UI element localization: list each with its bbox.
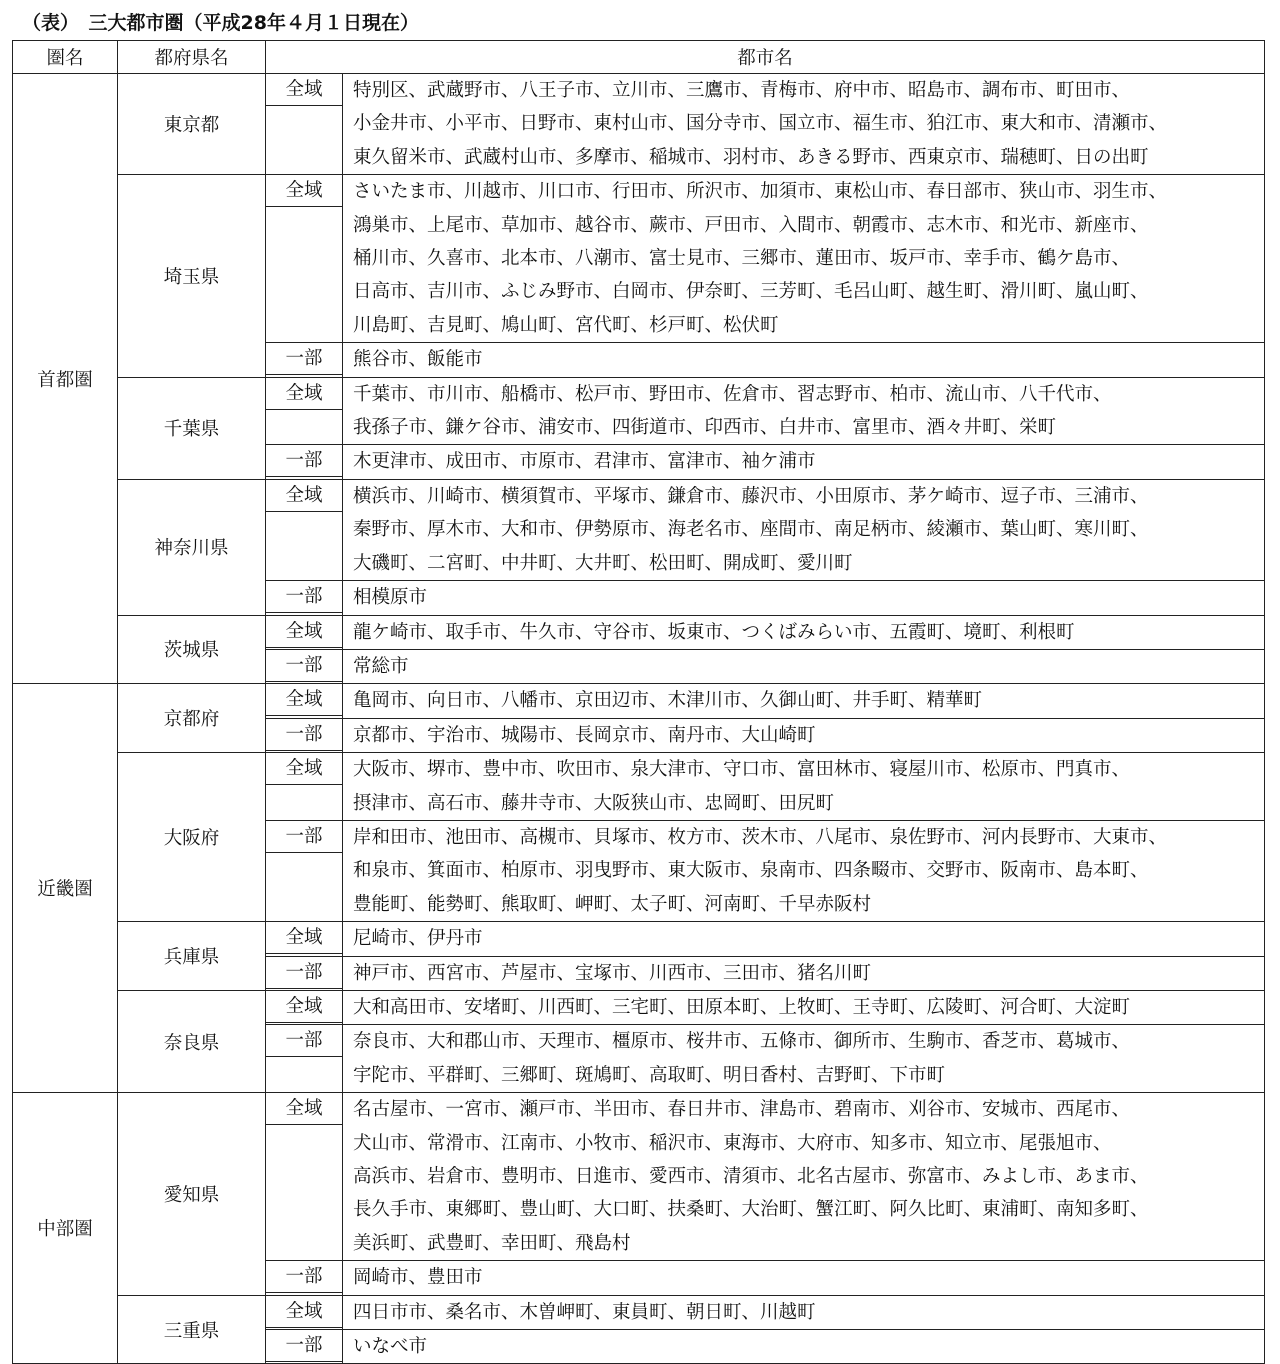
city-list-line: 大阪市、堺市、豊中市、吹田市、泉大津市、守口市、富田林市、寝屋川市、松原市、門真市、 — [353, 759, 1131, 781]
table-row — [13, 753, 1265, 821]
scope-label: 一部 — [266, 1330, 342, 1362]
scope-label: 全域 — [266, 175, 342, 207]
city-list-line: 特別区、武蔵野市、八王子市、立川市、三鷹市、青梅市、府中市、昭島市、調布市、町田市、 — [353, 80, 1131, 101]
table-caption: （表） 三大都市圏（平成28年４月１日現在） — [22, 12, 419, 34]
table-row — [13, 479, 1265, 580]
scope-label: 全域 — [266, 1296, 342, 1328]
city-list-line: 豊能町、能勢町、熊取町、岬町、太子町、河南町、千早赤阪村 — [353, 893, 872, 915]
city-list-line: 奈良市、大和郡山市、天理市、橿原市、桜井市、五條市、御所市、生駒市、香芝市、葛城市、 — [353, 1031, 1131, 1053]
city-list — [343, 718, 1265, 752]
city-list-line: 岡崎市、豊田市 — [353, 1267, 483, 1289]
prefecture-name: 奈良県 — [118, 990, 266, 1092]
city-list — [343, 74, 1265, 175]
scope-label: 全域 — [266, 74, 342, 106]
scope-label: 一部 — [266, 1261, 342, 1293]
scope-label: 一部 — [266, 821, 342, 853]
region-name: 中部圏 — [13, 1093, 118, 1364]
scope-cell — [266, 718, 343, 752]
city-list — [343, 1261, 1265, 1295]
city-list-line: 高浜市、岩倉市、豊明市、日進市、愛西市、清須市、北名古屋市、弥富市、みよし市、あま市、 — [353, 1166, 1149, 1187]
city-list-line: 木更津市、成田市、市原市、君津市、富津市、袖ケ浦市 — [353, 451, 816, 473]
city-list-line: 大和高田市、安堵町、川西町、三宅町、田原本町、上牧町、王寺町、広陵町、河合町、大淀町 — [353, 996, 1131, 1018]
city-list — [343, 820, 1265, 921]
city-list — [343, 479, 1265, 580]
city-list-line: 相模原市 — [353, 587, 428, 609]
city-list-line: 千葉市、市川市、船橋市、松戸市、野田市、佐倉市、習志野市、柏市、流山市、八千代市、 — [353, 383, 1112, 405]
scope-label: 全域 — [266, 922, 342, 954]
city-list-line: いなべ市 — [353, 1336, 428, 1358]
prefecture-name: 東京都 — [118, 74, 266, 175]
city-list — [343, 581, 1265, 615]
prefecture-name: 兵庫県 — [118, 922, 266, 991]
scope-label: 一部 — [266, 445, 342, 477]
city-list-line: 鴻巣市、上尾市、草加市、越谷市、蕨市、戸田市、入間市、朝霞市、志木市、和光市、新座市、 — [353, 214, 1149, 236]
table-row — [13, 74, 1265, 175]
table-row — [13, 1295, 1265, 1329]
header-row — [13, 41, 1265, 74]
table-body — [13, 74, 1265, 1364]
city-list — [343, 377, 1265, 445]
city-list — [343, 343, 1265, 377]
prefecture-name: 千葉県 — [118, 377, 266, 479]
scope-cell — [266, 479, 343, 580]
city-list — [343, 1295, 1265, 1329]
scope-cell — [266, 684, 343, 718]
scope-cell — [266, 990, 343, 1024]
city-list — [343, 753, 1265, 821]
city-list-line: 長久手市、東郷町、豊山町、大口町、扶桑町、大治町、蟹江町、阿久比町、東浦町、南知多町、 — [353, 1199, 1149, 1221]
scope-label: 一部 — [266, 719, 342, 751]
scope-cell — [266, 445, 343, 479]
city-list — [343, 175, 1265, 343]
header-cities: 都市名 — [266, 41, 1265, 74]
city-list-line: 横浜市、川崎市、横須賀市、平塚市、鎌倉市、藤沢市、小田原市、茅ケ崎市、逗子市、三浦市、 — [353, 485, 1149, 507]
city-list-line: 我孫子市、鎌ケ谷市、浦安市、四街道市、印西市、白井市、富里市、酒々井町、栄町 — [353, 417, 1057, 439]
city-list-line: 美浜町、武豊町、幸田町、飛島村 — [353, 1232, 631, 1254]
scope-cell — [266, 1261, 343, 1295]
scope-label: 一部 — [266, 1025, 342, 1057]
city-list-line: 龍ケ崎市、取手市、牛久市、守谷市、坂東市、つくばみらい市、五霞町、境町、利根町 — [353, 621, 1075, 643]
city-list-line: 犬山市、常滑市、江南市、小牧市、稲沢市、東海市、大府市、知多市、知立市、尾張旭市、 — [353, 1132, 1112, 1154]
city-list-line: 川島町、吉見町、鳩山町、宮代町、杉戸町、松伏町 — [353, 314, 779, 336]
table-row — [13, 175, 1265, 343]
city-list-line: 宇陀市、平群町、三郷町、斑鳩町、高取町、明日香村、吉野町、下市町 — [353, 1064, 946, 1086]
city-list-line: 摂津市、高石市、藤井寺市、大阪狭山市、忠岡町、田尻町 — [353, 792, 835, 814]
scope-label: 全域 — [266, 1093, 342, 1125]
city-list — [343, 956, 1265, 990]
city-list — [343, 649, 1265, 683]
scope-cell — [266, 74, 343, 175]
scope-cell — [266, 922, 343, 956]
prefecture-name: 京都府 — [118, 684, 266, 753]
city-list-line: 尼崎市、伊丹市 — [353, 928, 483, 950]
city-list — [343, 1093, 1265, 1261]
scope-label: 全域 — [266, 991, 342, 1023]
city-list — [343, 1025, 1265, 1093]
scope-cell — [266, 377, 343, 445]
city-list-line: 東久留米市、武蔵村山市、多摩市、稲城市、羽村市、あきる野市、西東京市、瑞穂町、日の出町 — [353, 146, 1149, 168]
scope-label: 一部 — [266, 581, 342, 613]
prefecture-name: 大阪府 — [118, 753, 266, 922]
scope-label: 全域 — [266, 616, 342, 648]
city-list-line: 桶川市、久喜市、北本市、八潮市、富士見市、三郷市、蓮田市、坂戸市、幸手市、鶴ケ島市、 — [353, 248, 1131, 270]
region-name: 近畿圏 — [13, 684, 118, 1093]
city-list-line: 岸和田市、池田市、高槻市、貝塚市、枚方市、茨木市、八尾市、泉佐野市、河内長野市、大東市、 — [353, 826, 1168, 848]
prefecture-name: 茨城県 — [118, 615, 266, 684]
city-list-line: 小金井市、小平市、日野市、東村山市、国分寺市、国立市、福生市、狛江市、東大和市、清瀬市、 — [353, 113, 1168, 135]
city-list-line: 名古屋市、一宮市、瀬戸市、半田市、春日井市、津島市、碧南市、刈谷市、安城市、西尾市、 — [353, 1099, 1131, 1121]
table-row — [13, 377, 1265, 445]
city-list-line: 熊谷市、飯能市 — [353, 349, 483, 371]
city-list-line: 亀岡市、向日市、八幡市、京田辺市、木津川市、久御山町、井手町、精華町 — [353, 690, 983, 712]
scope-cell — [266, 615, 343, 649]
city-list-line: 秦野市、厚木市、大和市、伊勢原市、海老名市、座間市、南足柄市、綾瀬市、葉山町、寒川町、 — [353, 519, 1149, 541]
scope-cell — [266, 753, 343, 821]
scope-cell — [266, 956, 343, 990]
header-region: 圏名 — [13, 41, 118, 74]
scope-label: 全域 — [266, 753, 342, 785]
table-row — [13, 922, 1265, 956]
table-row — [13, 1093, 1265, 1261]
city-list-line: 京都市、宇治市、城陽市、長岡京市、南丹市、大山崎町 — [353, 724, 816, 746]
city-list-line: 大磯町、二宮町、中井町、大井町、松田町、開成町、愛川町 — [353, 552, 853, 574]
prefecture-name: 埼玉県 — [118, 175, 266, 377]
table-row — [13, 684, 1265, 718]
table-row — [13, 615, 1265, 649]
scope-cell — [266, 581, 343, 615]
city-list — [343, 990, 1265, 1024]
scope-label: 全域 — [266, 378, 342, 410]
prefecture-name: 三重県 — [118, 1295, 266, 1364]
scope-label: 全域 — [266, 480, 342, 512]
scope-label: 全域 — [266, 684, 342, 716]
scope-cell — [266, 1025, 343, 1093]
city-list — [343, 1330, 1265, 1364]
scope-label: 一部 — [266, 650, 342, 682]
prefecture-name: 愛知県 — [118, 1093, 266, 1295]
city-list-line: 神戸市、西宮市、芦屋市、宝塚市、川西市、三田市、猪名川町 — [353, 962, 872, 984]
scope-cell — [266, 820, 343, 921]
metropolitan-areas-table — [12, 40, 1265, 1364]
city-list-line: 四日市市、桑名市、木曽岬町、東員町、朝日町、川越町 — [353, 1301, 816, 1323]
city-list-line: 和泉市、箕面市、柏原市、羽曳野市、東大阪市、泉南市、四条畷市、交野市、阪南市、島本町、 — [353, 860, 1149, 882]
scope-cell — [266, 649, 343, 683]
region-name: 首都圏 — [13, 74, 118, 684]
city-list-line: 常総市 — [353, 655, 409, 677]
city-list-line: 日高市、吉川市、ふじみ野市、白岡市、伊奈町、三芳町、毛呂山町、越生町、滑川町、嵐山町、 — [353, 281, 1149, 303]
prefecture-name: 神奈川県 — [118, 479, 266, 615]
city-list — [343, 445, 1265, 479]
scope-label: 一部 — [266, 343, 342, 375]
city-list-line: さいたま市、川越市、川口市、行田市、所沢市、加須市、東松山市、春日部市、狭山市、羽生市、 — [353, 181, 1168, 203]
city-list — [343, 922, 1265, 956]
scope-cell — [266, 1093, 343, 1261]
city-list — [343, 684, 1265, 718]
city-list — [343, 615, 1265, 649]
scope-cell — [266, 175, 343, 343]
header-prefecture: 都府県名 — [118, 41, 266, 74]
scope-cell — [266, 1295, 343, 1329]
table-row — [13, 990, 1265, 1024]
scope-cell — [266, 1330, 343, 1364]
scope-label: 一部 — [266, 957, 342, 989]
scope-cell — [266, 343, 343, 377]
